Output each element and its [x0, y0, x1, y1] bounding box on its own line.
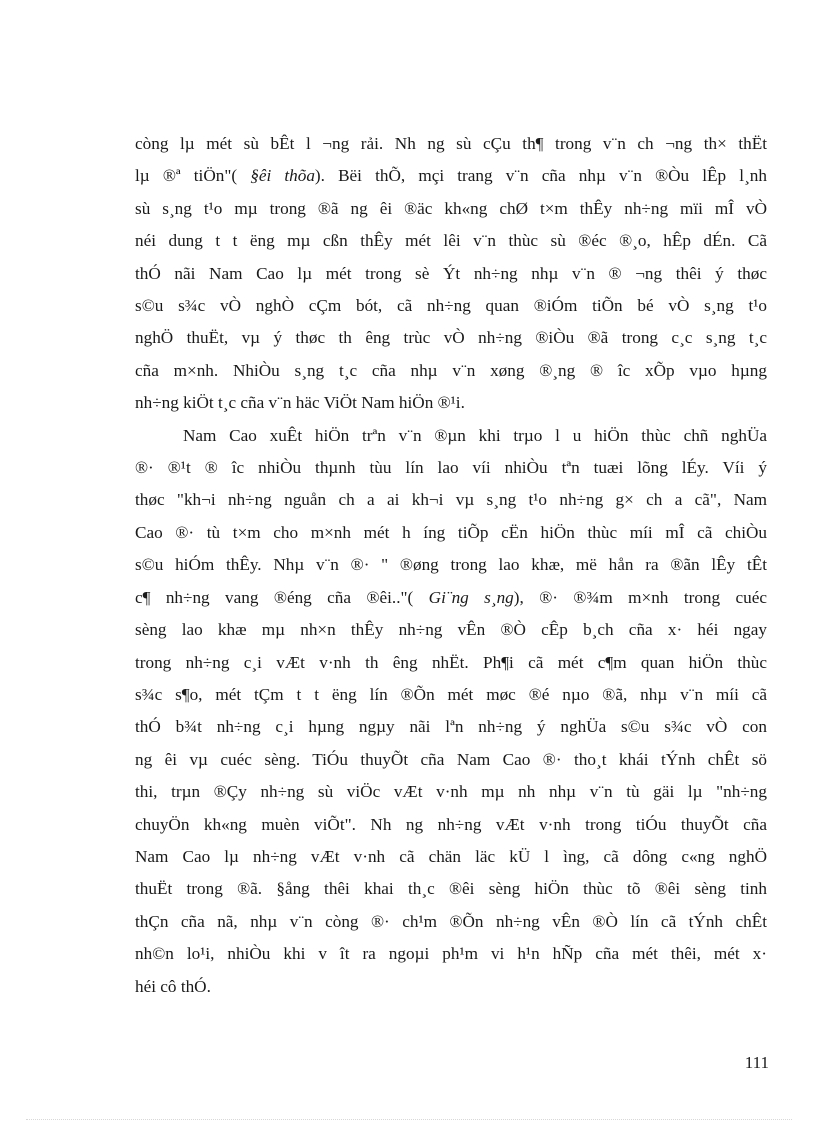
text-line [135, 679, 767, 711]
text-line [135, 420, 767, 452]
text-line-main: néi dung t t ëng mµ cßn thÊy mét lêi v¨n thùc sù ®éc ®¸o, hÊp dÉn. Cã [135, 231, 767, 251]
text-line [135, 744, 767, 776]
text-line-main: sèng lao khæ mµ nh×n thÊy nh÷ng vÊn ®Ò cÊp b¸ch cña x· héi ngay [135, 620, 767, 640]
text-line [135, 776, 767, 808]
text-line-main: thÓ b¾t nh÷ng c¸i hµng ngµy nãi lªn nh÷ng ý nghÜa s©u s¾c vÒ con [135, 717, 767, 737]
text-line [135, 387, 767, 419]
text-line-main: cña m×nh. NhiÒu s¸ng t¸c cña nhµ v¨n xøng ®¸ng ® îc xÕp vµo hµng [135, 360, 767, 380]
text-line [135, 225, 767, 257]
text-line-main: thøc "kh¬i nh÷ng nguån ch a ai kh¬i vµ s¸ng t¹o nh÷ng g× ch a cã", Nam [135, 490, 767, 510]
page-number: 111 [744, 1053, 769, 1072]
text-line-suffix: ), ®· ®¾m m×nh trong cuéc [513, 587, 767, 607]
text-line [135, 290, 767, 322]
text-line [135, 971, 767, 1003]
text-line [135, 452, 767, 484]
text-line [135, 258, 767, 290]
text-line [135, 873, 767, 905]
text-line [135, 906, 767, 938]
text-line [135, 711, 767, 743]
text-line-suffix: ). Bëi thÕ, mçi trang v¨n cña nhµ v¨n ®Òu lÊp l¸nh [314, 166, 767, 186]
text-line-main: chuyÖn kh«ng muèn viÕt". Nh ng nh÷ng vÆt v·nh trong tiÓu thuyÕt cña [135, 814, 767, 834]
text-line [135, 355, 767, 387]
text-line [135, 614, 767, 646]
text-line-main: c¶ nh÷ng vang ®éng cña ®êi.."( [135, 587, 429, 607]
text-line-main: lµ ®ª tiÖn"( [135, 166, 251, 186]
body-text [135, 128, 767, 1003]
text-line-main: thÓ nãi Nam Cao lµ mét trong sè Ýt nh÷ng nhµ v¨n ® ¬ng thêi ý thøc [135, 263, 767, 283]
text-line-main: s©u s¾c vÒ nghÒ cÇm bót, cã nh÷ng quan ®iÓm tiÕn bé vÒ s¸ng t¹o [135, 296, 767, 316]
text-line [135, 322, 767, 354]
text-line-main: s©u hiÓm thÊy. Nhµ v¨n ®· " ®øng trong lao khæ, më hån ra ®ãn lÊy tÊt [135, 555, 767, 575]
text-line-main: thuËt trong ®ã. §ång thêi khai th¸c ®êi sèng hiÖn thùc tõ ®êi sèng tinh [135, 879, 767, 899]
text-line [135, 938, 767, 970]
text-line-italic: Gi¨ng s¸ng [428, 587, 514, 607]
text-line-main: s¾c s¶o, mét tÇm t t ëng lín ®Õn mét møc ®é nµo ®ã, nhµ v¨n míi cã [135, 684, 767, 704]
text-line-main: Nam Cao lµ nh÷ng vÆt v·nh cã chän läc kÜ l ìng, cã dông c«ng nghÖ [135, 846, 767, 866]
text-line-main: nh©n lo¹i, nhiÒu khi v ît ra ngoµi ph¹m vi h¹n hÑp cña mét thêi, mét x· [135, 944, 767, 964]
text-line [135, 582, 767, 614]
text-line [135, 484, 767, 516]
text-line-main: nghÖ thuËt, vµ ý thøc th êng trùc vÒ nh÷ng ®iÒu ®ã trong c¸c s¸ng t¸c [135, 328, 767, 348]
text-line-main: ®· ®¹t ® îc nhiÒu thµnh tùu lín lao víi nhiÒu tªn tuæi lõng lÉy. Víi ý [135, 458, 767, 478]
text-line-main: sù s¸ng t¹o mµ trong ®ã ng êi ®äc kh«ng chØ t×m thÊy nh÷ng mïi mÎ vÒ [135, 198, 767, 218]
text-line-main: Nam Cao xuÊt hiÖn trªn v¨n ®µn khi trµo l u hiÖn thùc chñ nghÜa [183, 425, 767, 445]
text-line [135, 549, 767, 581]
text-line-main: trong nh÷ng c¸i vÆt v·nh th êng nhËt. Ph¶i cã mét c¶m quan hiÖn thùc [135, 652, 767, 672]
text-line-main: thÇn cña nã, nhµ v¨n còng ®· ch¹m ®Õn nh÷ng vÊn ®Ò lín cã tÝnh chÊt [135, 911, 767, 931]
text-line [135, 809, 767, 841]
text-line-main: héi cô thÓ. [135, 976, 211, 996]
text-line [135, 647, 767, 679]
text-line-main: thi, trµn ®Çy nh÷ng sù viÖc vÆt v·nh mµ nh nhµ v¨n tù gäi lµ "nh÷ng [135, 782, 767, 802]
text-line [135, 128, 767, 160]
text-line-italic: §êi thõa [250, 166, 315, 186]
text-line [135, 160, 767, 192]
text-line-main: ng êi vµ cuéc sèng. TiÓu thuyÕt cña Nam Cao ®· tho¸t khái tÝnh chÊt sö [135, 749, 767, 769]
text-line-main: Cao ®· tù t×m cho m×nh mét h íng tiÕp cËn hiÖn thùc míi mÎ cã chiÒu [135, 522, 767, 542]
text-line [135, 841, 767, 873]
text-line [135, 193, 767, 225]
text-line [135, 517, 767, 549]
text-line-main: còng lµ mét sù bÊt l ¬ng rải. Nh ng sù cÇu th¶ trong v¨n ch ¬ng th× thËt [135, 134, 767, 153]
page-bottom-rule [26, 1119, 792, 1120]
text-line-main: nh÷ng kiÖt t¸c cña v¨n häc ViÖt Nam hiÖn ®¹i. [135, 393, 465, 413]
